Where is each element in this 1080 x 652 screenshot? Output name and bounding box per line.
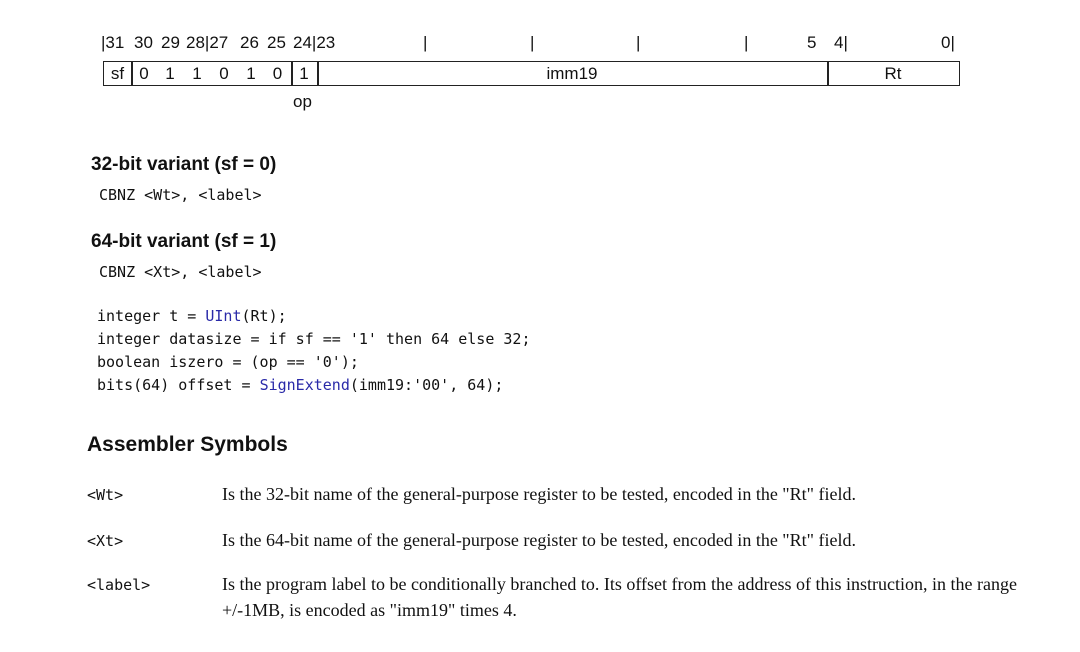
pseudocode-line: integer t = UInt(Rt); bbox=[97, 307, 287, 325]
variant-64-syntax: CBNZ <Xt>, <label> bbox=[99, 263, 262, 281]
function-signextend[interactable]: SignExtend bbox=[259, 376, 350, 394]
field-op: 1 bbox=[299, 64, 309, 83]
field-bit-25: 0 bbox=[272, 64, 283, 83]
symbol-name-wt: <Wt> bbox=[87, 486, 124, 504]
field-bit-28: 1 bbox=[192, 64, 202, 83]
bit-tick: | bbox=[423, 33, 428, 52]
op-label: op bbox=[293, 92, 312, 111]
pseudocode-line: integer datasize = if sf == '1' then 64 else 32; bbox=[97, 330, 531, 348]
field-bit-27: 0 bbox=[219, 64, 229, 83]
bit-label-5: 5 bbox=[807, 33, 817, 52]
variant-32-syntax: CBNZ <Wt>, <label> bbox=[99, 186, 262, 204]
field-bit-26: 1 bbox=[246, 64, 256, 83]
variant-64-heading: 64-bit variant (sf = 1) bbox=[91, 231, 277, 252]
bit-label-26: 26 bbox=[240, 33, 259, 52]
field-rt: Rt bbox=[884, 64, 902, 83]
encoding-fields-box bbox=[103, 61, 960, 86]
field-sf: sf bbox=[110, 64, 125, 83]
symbol-description-wt: Is the 32-bit name of the general-purpose register to be tested, encoded in the "Rt" field. bbox=[222, 484, 856, 504]
variant-32-heading: 32-bit variant (sf = 0) bbox=[91, 154, 277, 175]
symbol-name-label: <label> bbox=[87, 576, 151, 594]
pseudocode-line: boolean iszero = (op == '0'); bbox=[97, 353, 359, 371]
assembler-symbols-heading: Assembler Symbols bbox=[87, 433, 288, 456]
bit-label-28-27: 28|27 bbox=[186, 33, 229, 52]
decode-pseudocode bbox=[97, 305, 530, 397]
function-uint[interactable]: UInt bbox=[205, 307, 242, 325]
bit-label-29: 29 bbox=[161, 33, 180, 52]
bit-label-4: 4| bbox=[834, 33, 848, 52]
field-bit-30: 0 bbox=[139, 64, 149, 83]
encoding-diagram bbox=[0, 0, 1080, 120]
symbol-description-xt: Is the 64-bit name of the general-purpose register to be tested, encoded in the "Rt" field. bbox=[222, 530, 856, 550]
field-imm19: imm19 bbox=[546, 64, 598, 83]
pseudocode-line: bits(64) offset = SignExtend(imm19:'00', 64); bbox=[97, 376, 504, 394]
bit-label-30: 30 bbox=[134, 33, 153, 52]
symbol-description-label: Is the program label to be conditionally branched to. Its offset from the address of this instruction, in the range +/-1MB, is encoded as "imm19" times 4. bbox=[222, 574, 1017, 620]
field-bit-29: 1 bbox=[165, 64, 175, 83]
bit-label-0: 0| bbox=[941, 33, 955, 52]
bit-label-25: 25 bbox=[267, 33, 286, 52]
bit-label-24-23: 24|23 bbox=[293, 33, 336, 52]
bit-tick: | bbox=[744, 33, 749, 52]
bit-label-31: |31 bbox=[101, 33, 125, 52]
bit-tick: | bbox=[530, 33, 535, 52]
bit-tick: | bbox=[636, 33, 641, 52]
symbol-name-xt: <Xt> bbox=[87, 532, 124, 550]
